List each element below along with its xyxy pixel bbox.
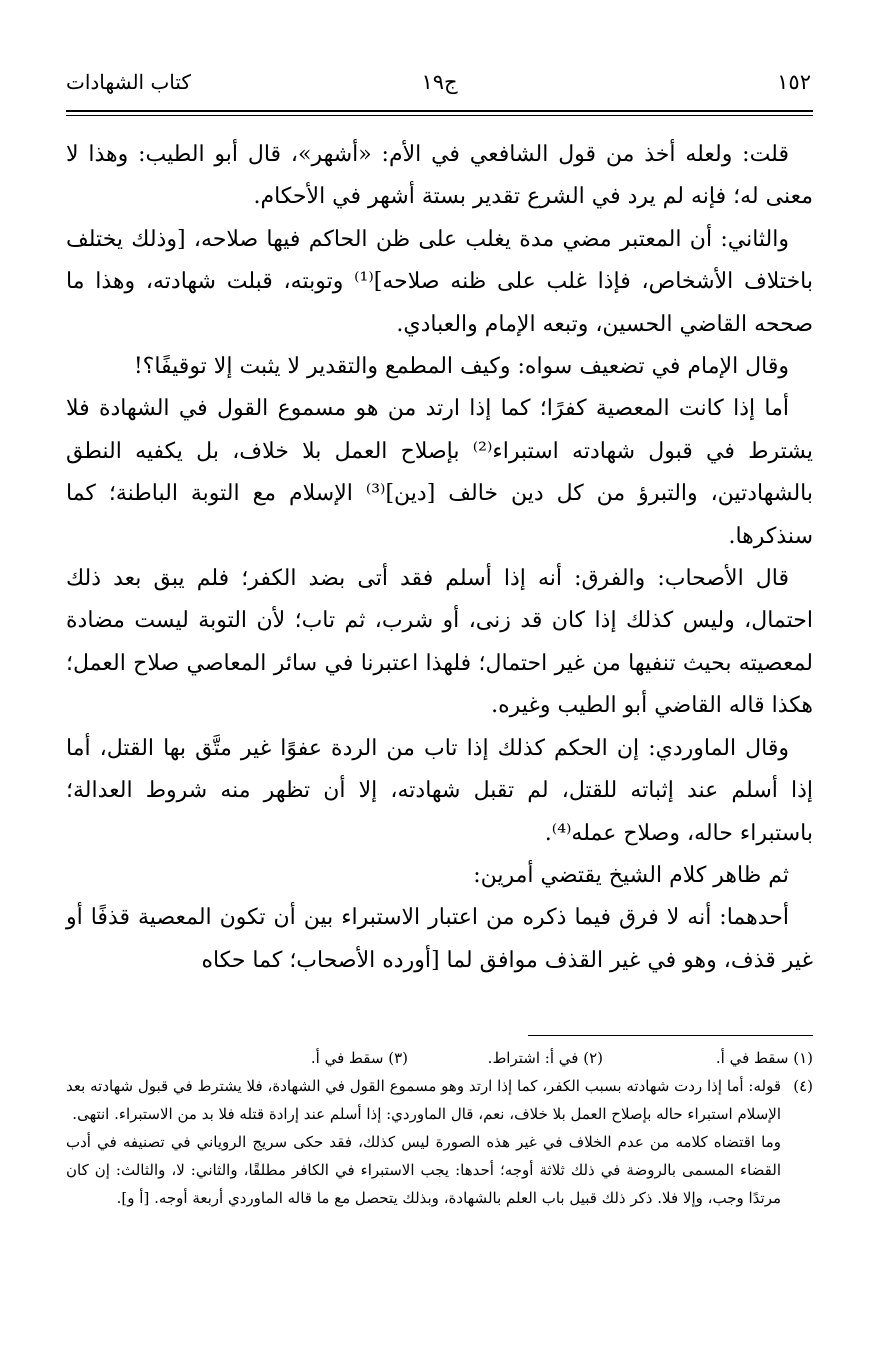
- main-text: [66, 134, 813, 982]
- footnote-4-text: [66, 1072, 781, 1212]
- footnote-4-paragraph: قوله: أما إذا ردت شهادته بسبب الكفر، كما إذا ارتد وهو مسموع القول في الشهادة، فلا يشترط في قبول شهادته بعد الإسلام استبراء حاله بإصلاح العمل بلا خلاف، نعم، قال الماوردي: إذا أسلم عند إرادة قتله فلا بد من الاستبراء. انتهى.: [66, 1077, 781, 1123]
- paragraph: وقال الإمام في تضعيف سواه: وكيف المطمع والتقدير لا يثبت إلا توقيفًا؟!: [133, 354, 789, 380]
- footnote-4-paragraph: وما اقتضاه كلامه من عدم الخلاف في غير هذه الصورة ليس كذلك، فقد حكى سريج الروياني في تصنيفه في أدب القضاء المسمى بالروضة في ذلك ثلاثة أوجه؛ أحدها: يجب الاستبراء في الكافر مطلقًا، والثاني: لا، والثالث: إن كان مرتدًا وجب، وإلا فلا. ذكر ذلك قبيل باب العلم بالشهادة، وبذلك يتحصل مع ما قاله الماوردي أربعة أوجه. [أ و].: [66, 1133, 781, 1207]
- footnote-4-number: (٤): [793, 1077, 813, 1095]
- paragraph: أحدهما: أنه لا فرق فيما ذكره من اعتبار الاستبراء بين أن تكون المعصية قذفًا أو غير قذف، وهو في غير القذف موافق لما [أورده الأصحاب؛ كما حكاه: [66, 905, 813, 973]
- footnote-4: [66, 1072, 813, 1212]
- book-title: كتاب الشهادات: [66, 70, 191, 94]
- page-header: [66, 70, 813, 106]
- paragraph: قال الأصحاب: والفرق: أنه إذا أسلم فقد أتى بضد الكفر؛ فلم يبق بعد ذلك احتمال، وليس كذلك إذا كان قد زنى، أو شرب، ثم تاب؛ لأن التوبة ليست مضادة لمعصيته بحيث تنفيها من غير احتمال؛ فلهذا اعتبرنا في سائر المعاصي صلاح العمل؛ هكذا قاله القاضي أبو الطيب وغيره.: [66, 566, 813, 719]
- paragraph: وقال الماوردي: إن الحكم كذلك إذا تاب من الردة عفوًا غير متَّق بها القتل، أما إذا أسلم عند إثباته للقتل، لم تقبل شهادته، إلا أن تظهر منه شروط العدالة؛ باستبراء حاله، وصلاح عمله⁽⁴⁾.: [66, 735, 813, 846]
- header-rule-thick: [66, 110, 813, 112]
- footnote-row: [66, 1044, 813, 1072]
- page-number: ١٥٢: [777, 70, 811, 94]
- footnote-separator: [528, 1035, 813, 1036]
- paragraph: ثم ظاهر كلام الشيخ يقتضي أمرين:: [473, 862, 789, 888]
- paragraph: قلت: ولعله أخذ من قول الشافعي في الأم: «أشهر»، قال أبو الطيب: وهذا لا معنى له؛ فإنه لم يرد في الشرع تقدير بستة أشهر في الأحكام.: [66, 142, 813, 210]
- footnote-2: (٢) في أ: اشتراط.: [487, 1049, 603, 1067]
- footnote-1: (١) سقط في أ.: [715, 1049, 813, 1067]
- header-rule-thin: [66, 115, 813, 116]
- footnotes: [66, 1044, 813, 1212]
- paragraph: أما إذا كانت المعصية كفرًا؛ كما إذا ارتد من هو مسموع القول في الشهادة فلا يشترط في قبول شهادته استبراء⁽²⁾ بإصلاح العمل بلا خلاف، بل يكفيه النطق بالشهادتين، والتبرؤ من كل دين خالف [دين]⁽³⁾ الإسلام مع التوبة الباطنة؛ كما سنذكرها.: [66, 396, 813, 549]
- footnote-3: (٣) سقط في أ.: [310, 1049, 408, 1067]
- paragraph: والثاني: أن المعتبر مضي مدة يغلب على ظن الحاكم فيها صلاحه، [وذلك يختلف باختلاف الأشخاص، فإذا غلب على ظنه صلاحه]⁽¹⁾ وتوبته، قبلت شهادته، وهذا ما صححه القاضي الحسين، وتبعه الإمام والعبادي.: [66, 226, 813, 337]
- volume-label: ج١٩: [421, 70, 458, 94]
